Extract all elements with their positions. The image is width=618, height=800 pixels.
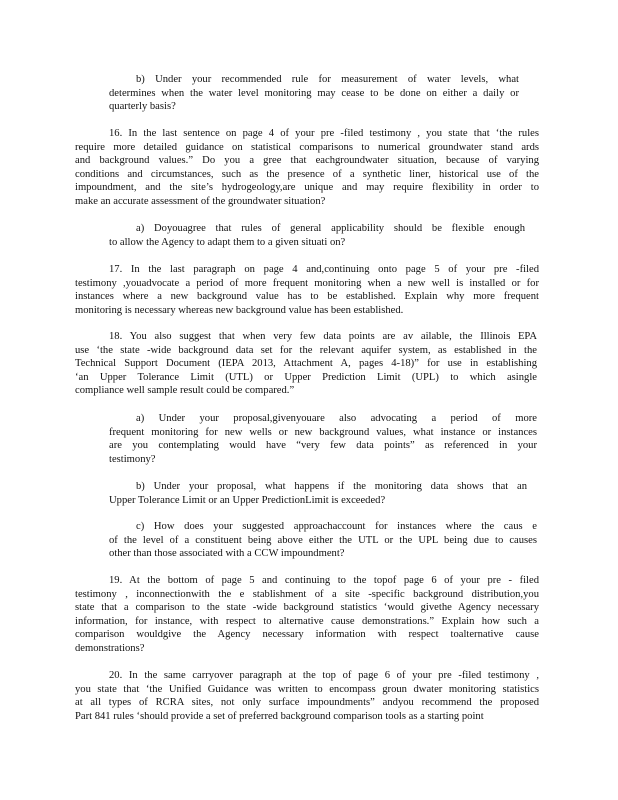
text-line: Technical Support Document (IEPA 2013, Attachment A, pages 4-18)” for use in establishing <box>75 358 537 370</box>
text-line: comparison wouldgive the Agency necessary information with respect toalternative cause <box>75 629 539 641</box>
text-line: quarterly basis? <box>109 101 176 113</box>
text-line: state that a comparison to the state -wide background statistics ‘would givethe Agency necessary <box>75 602 539 614</box>
question-15b <box>109 73 519 114</box>
question-20 <box>75 669 539 723</box>
text-line: other than those associated with a CCW impoundment? <box>109 548 345 560</box>
text-line: c) How does your suggested approachaccount for instances where the caus e <box>136 521 537 532</box>
text-line: monitoring is necessary whereas new background value has been established. <box>75 304 404 316</box>
question-16 <box>75 127 539 209</box>
text-line: 17. In the last paragraph on page 4 and,continuing onto page 5 of your pre -filed <box>109 264 539 275</box>
text-line: Upper Tolerance Limit or an Upper PredictionLimit is exceeded? <box>109 494 386 506</box>
text-line: testimony? <box>109 453 156 465</box>
text-line: 18. You also suggest that when very few data points are av ailable, the Illinois EPA <box>109 331 537 342</box>
text-line: b) Under your proposal, what happens if the monitoring data shows that an <box>136 481 527 492</box>
text-line: testimony ,youadvocate a period of more frequent monitoring when a new well is installed or for <box>75 277 539 289</box>
text-line: determines when the water level monitoring may cease to be done on either a daily or <box>109 87 519 99</box>
text-line: of the level of a constituent being above either the UTL or the UPL being due to causes <box>109 534 537 546</box>
text-line: information, for instance, with respect to alternative cause demonstrations.” Explain how such a <box>75 615 539 627</box>
text-line: demonstrations? <box>75 642 145 654</box>
text-line: conditions and circumstances, such as the presence of a synthetic liner, historical use of the <box>75 168 539 180</box>
text-line: frequent monitoring for new wells or new background values, what instance or instances <box>109 426 537 438</box>
text-line: you state that ‘the Unified Guidance was written to encompass groun dwater monitoring statistics <box>75 683 539 695</box>
text-line: use ‘the state -wide background data set for the relevant aquifer system, as established in the <box>75 344 537 356</box>
text-line: compliance well sample result could be compared.” <box>75 385 295 397</box>
text-line: and background values.” Do you a gree that eachgroundwater situation, because of varying <box>75 155 539 167</box>
text-line: ‘an Upper Tolerance Limit (UTL) or Upper Prediction Limit (UPL) to which asingle <box>75 371 537 383</box>
text-line: a) Doyouagree that rules of general applicability should be flexible enough <box>136 223 525 234</box>
text-line: make an accurate assessment of the groundwater situation? <box>75 195 326 207</box>
text-line: 19. At the bottom of page 5 and continuing to the topof page 6 of your pre - filed <box>109 575 539 586</box>
text-line: impoundment, and the site’s hydrogeology,are unique and may require flexibility in order to <box>75 182 539 194</box>
question-18c <box>109 520 537 561</box>
question-19 <box>75 574 539 656</box>
text-line: instances where a new background value has to be established. Explain why more frequent <box>75 291 539 303</box>
text-line: Part 841 rules ‘should provide a set of preferred background comparison tools as a starting point <box>75 710 484 722</box>
question-18b <box>109 480 527 507</box>
question-18 <box>75 330 537 398</box>
text-line: are you contemplating would have “very few data points” as referenced in your <box>109 440 537 452</box>
text-line: testimony , inconnectionwith the e stablishment of a site -specific background distribution,you <box>75 588 539 600</box>
text-line: at all types of RCRA sites, not only surface impoundments” andyou recommend the proposed <box>75 697 539 709</box>
text-line: to allow the Agency to adapt them to a given situati on? <box>109 236 346 248</box>
text-line: 16. In the last sentence on page 4 of your pre -filed testimony , you state that ‘the rules <box>109 128 539 139</box>
text-line: a) Under your proposal,givenyouare also advocating a period of more <box>136 413 537 424</box>
question-18a <box>109 412 537 466</box>
question-16a <box>109 222 525 249</box>
text-line: 20. In the same carryover paragraph at the top of page 6 of your pre -filed testimony , <box>109 670 539 681</box>
text-line: b) Under your recommended rule for measurement of water levels, what <box>136 74 519 85</box>
text-line: require more detailed guidance on statistical comparisons to numerical groundwater stand ards <box>75 141 539 153</box>
question-17 <box>75 263 539 317</box>
